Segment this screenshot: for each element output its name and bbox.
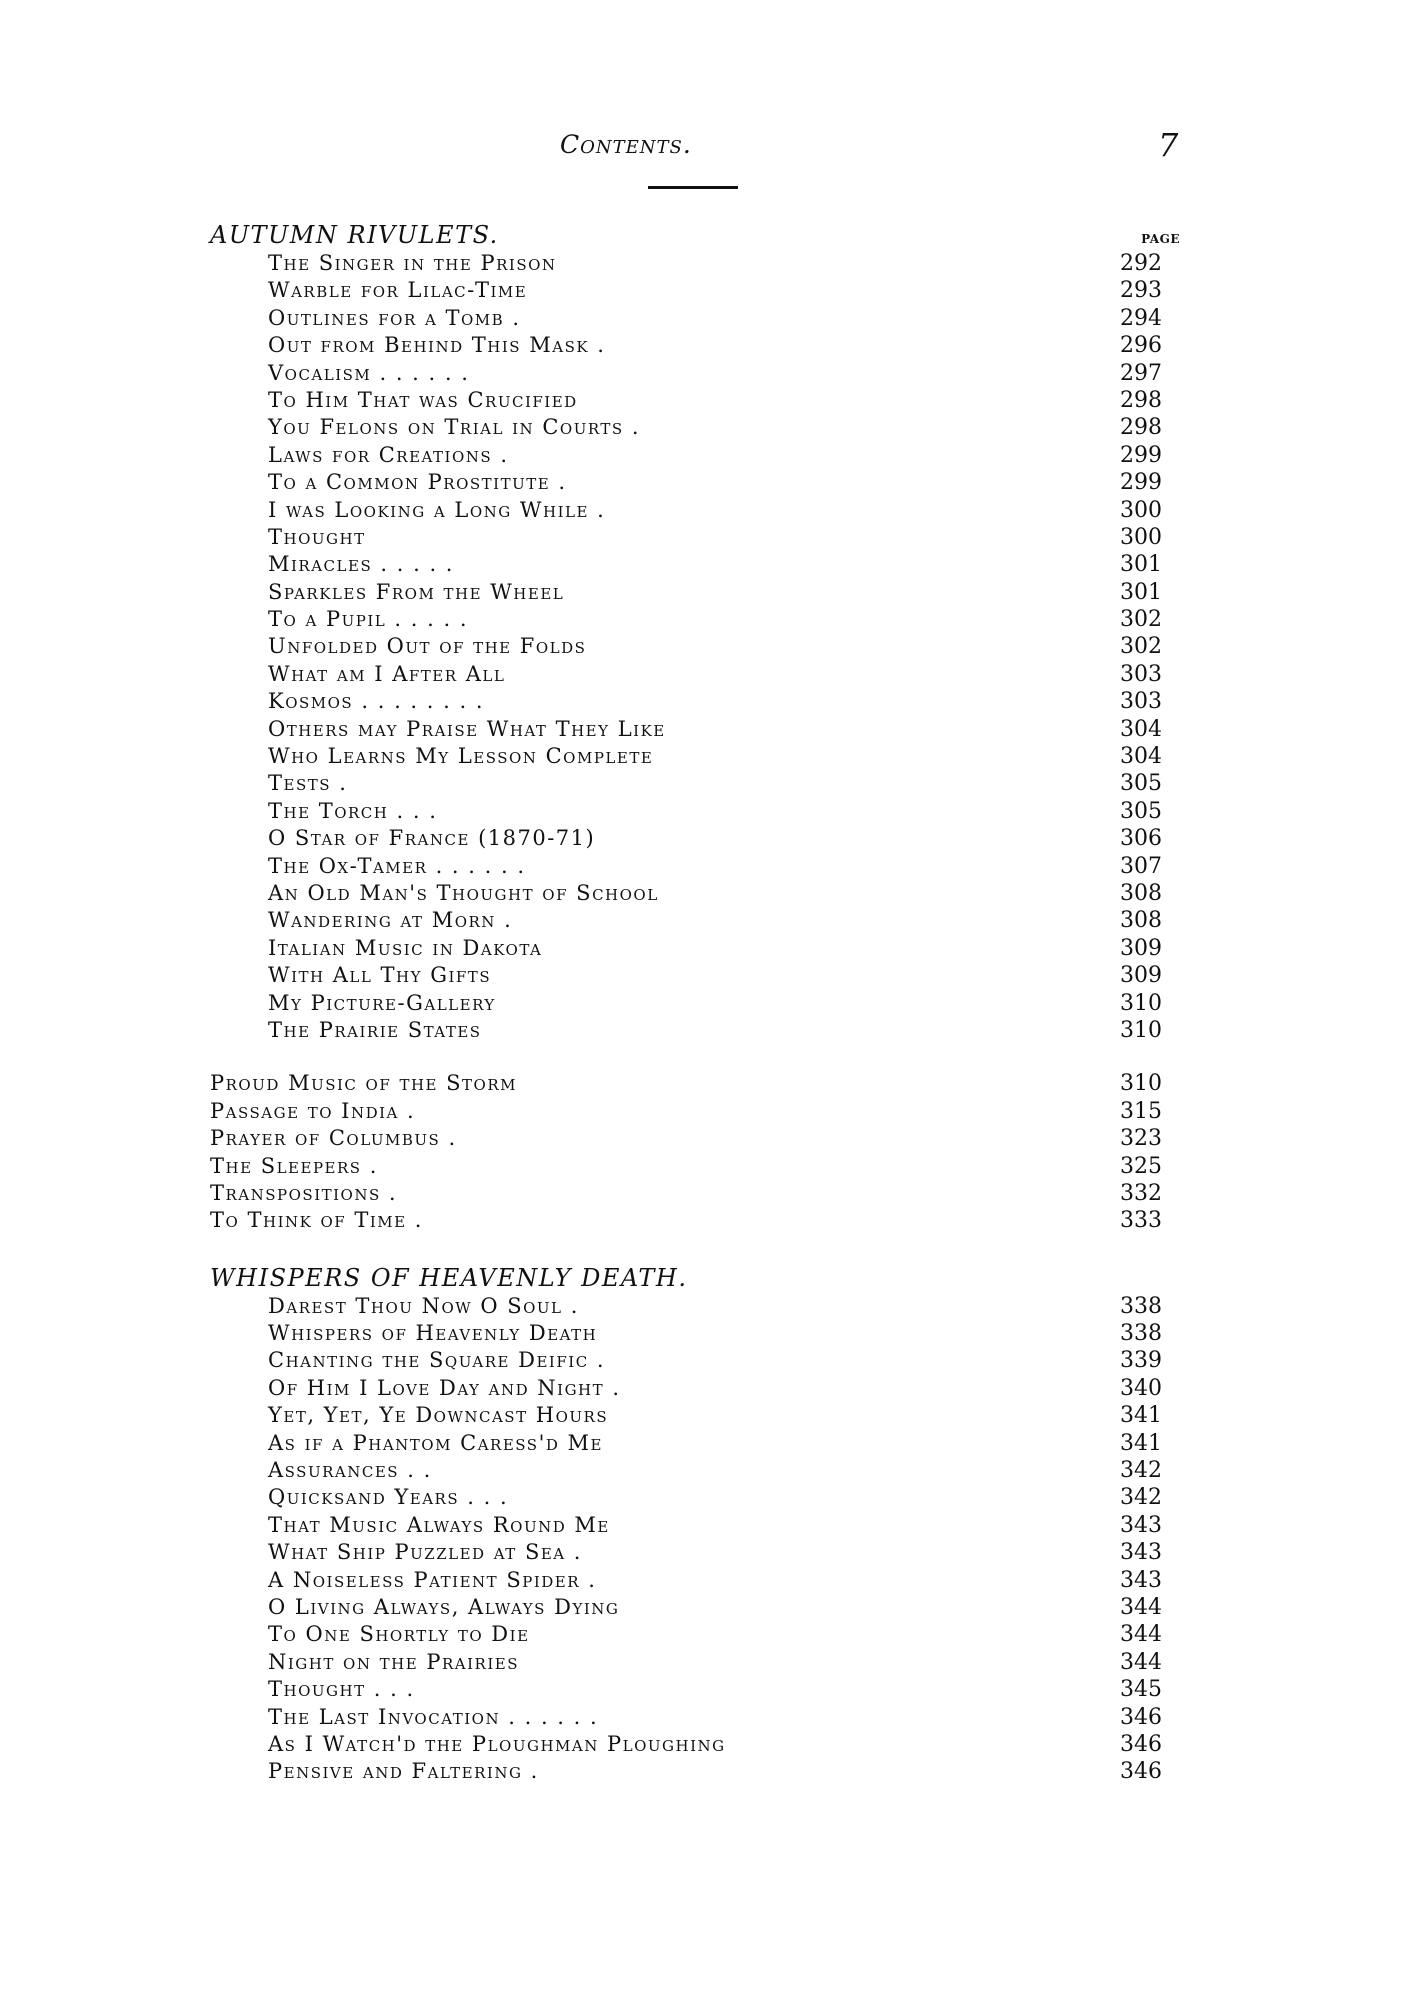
toc-entry-title: What am I After All: [268, 661, 506, 686]
toc-entry-page: 303: [1120, 689, 1162, 715]
toc-entry: [210, 1484, 1180, 1511]
toc-entry-page: 292: [1120, 251, 1162, 276]
toc-entry-title: Pensive and Faltering .: [268, 1759, 539, 1784]
toc-entry-page: 325: [1120, 1153, 1162, 1179]
toc-entry-title: Thought . . .: [268, 1677, 415, 1702]
toc-entry-title: Vocalism . . . . . .: [268, 360, 470, 385]
section-title-text: WHISPERS OF HEAVENLY DEATH.: [210, 1263, 688, 1292]
toc-entry-page: 341: [1120, 1430, 1162, 1456]
toc-entry: [210, 1207, 1180, 1234]
toc-entry: [210, 1293, 1180, 1320]
toc-entry-page: 309: [1120, 963, 1162, 989]
toc-entry-title: To a Pupil . . . . .: [268, 607, 468, 632]
toc-entry-page: 300: [1120, 497, 1162, 523]
toc-entry-page: 308: [1120, 880, 1162, 906]
toc-entry-page: 294: [1120, 305, 1162, 331]
toc-entry-page: 341: [1120, 1403, 1162, 1429]
toc-entry-page: 297: [1120, 360, 1162, 386]
toc-entry: [210, 1125, 1180, 1152]
toc-entry-page: 342: [1120, 1458, 1162, 1484]
toc-entry-title: The Sleepers .: [210, 1153, 378, 1178]
section-autumn-rivulets: [210, 220, 1180, 1044]
toc-entry-page: 303: [1120, 661, 1162, 687]
toc-entry: [210, 633, 1180, 660]
toc-entry: [210, 880, 1180, 907]
toc-entry: [210, 1180, 1180, 1207]
toc-entry-title: Prayer of Columbus .: [210, 1126, 457, 1151]
toc-entry-title: The Last Invocation . . . . . .: [268, 1704, 599, 1729]
toc-entry: [210, 524, 1180, 551]
toc-entry-title: Warble for Lilac-Time: [268, 278, 528, 303]
toc-entry-title: The Singer in the Prison: [268, 251, 557, 275]
toc-entry-title: O Star of France (1870-71): [268, 826, 596, 851]
toc-entry-page: 346: [1120, 1704, 1162, 1730]
toc-entry-title: My Picture-Gallery: [268, 990, 496, 1015]
toc-entry-page: 301: [1120, 579, 1162, 605]
toc-entry-title: An Old Man's Thought of School: [268, 880, 659, 905]
toc-entry-page: 304: [1120, 744, 1162, 770]
toc-entry: [210, 688, 1180, 715]
toc-entry: [210, 1649, 1180, 1676]
toc-entry: [210, 661, 1180, 688]
toc-entry-title: Assurances . .: [268, 1458, 432, 1483]
toc-entry-title: Outlines for a Tomb .: [268, 305, 521, 330]
toc-entry-title: What Ship Puzzled at Sea .: [268, 1540, 582, 1565]
toc-entry: [210, 1375, 1180, 1402]
toc-entry: [210, 1539, 1180, 1566]
toc-entry-page: 301: [1120, 552, 1162, 578]
running-head: Contents.: [560, 130, 692, 159]
toc-entry-title: To a Common Prostitute .: [268, 470, 567, 495]
toc-entry-title: Transpositions .: [210, 1180, 398, 1205]
toc-entry-page: 344: [1120, 1594, 1162, 1620]
toc-entry: [210, 1567, 1180, 1594]
toc-entry: [210, 770, 1180, 797]
toc-entry-page: 306: [1120, 826, 1162, 852]
toc-entry-page: 310: [1120, 1071, 1162, 1097]
toc-entry: [210, 853, 1180, 880]
toc-entry: [210, 250, 1180, 277]
toc-entry: [210, 1153, 1180, 1180]
toc-entry: [210, 825, 1180, 852]
toc-entry: [210, 1704, 1180, 1731]
toc-entry-title: Unfolded Out of the Folds: [268, 634, 587, 659]
section-entries: [210, 1070, 1180, 1234]
toc-entry: [210, 1430, 1180, 1457]
table-of-contents: [210, 220, 1180, 1786]
toc-entry-title: Wandering at Morn .: [268, 908, 513, 933]
toc-entry: [210, 990, 1180, 1017]
toc-entry: [210, 1098, 1180, 1125]
toc-entry-page: 296: [1120, 333, 1162, 359]
toc-entry-page: 343: [1120, 1512, 1162, 1538]
toc-entry: [210, 962, 1180, 989]
toc-entry-page: 340: [1120, 1375, 1162, 1401]
toc-entry: [210, 1731, 1180, 1758]
toc-entry: [210, 1347, 1180, 1374]
toc-entry-page: 339: [1120, 1348, 1162, 1374]
section-entries: [210, 1293, 1180, 1786]
toc-entry-title: The Ox-Tamer . . . . . .: [268, 853, 526, 878]
toc-entry-title: I was Looking a Long While .: [268, 497, 606, 522]
section-title: [210, 220, 1180, 250]
toc-entry-title: Darest Thou Now O Soul .: [268, 1293, 579, 1318]
toc-entry-page: 304: [1120, 716, 1162, 742]
toc-entry-title: Laws for Creations .: [268, 442, 509, 467]
toc-entry-title: Who Learns My Lesson Complete: [268, 744, 654, 769]
toc-entry: [210, 387, 1180, 414]
section-gap: [210, 1044, 1180, 1070]
toc-entry-page: 302: [1120, 607, 1162, 633]
toc-entry-title: Others may Praise What They Like: [268, 716, 666, 741]
toc-entry-page: 305: [1120, 798, 1162, 824]
toc-entry-page: 343: [1120, 1567, 1162, 1593]
page-number: 7: [1158, 126, 1179, 164]
toc-entry-title: With All Thy Gifts: [268, 963, 492, 988]
toc-entry-title: Quicksand Years . . .: [268, 1485, 509, 1510]
toc-entry: [210, 1320, 1180, 1347]
toc-entry: [210, 1621, 1180, 1648]
toc-entry-page: 307: [1120, 853, 1162, 879]
toc-entry-page: 333: [1120, 1208, 1162, 1234]
toc-entry-page: 338: [1120, 1293, 1162, 1319]
toc-entry-page: 344: [1120, 1622, 1162, 1648]
toc-entry-page: 332: [1120, 1180, 1162, 1206]
section-title-text: AUTUMN RIVULETS.: [210, 221, 499, 249]
toc-entry-page: 302: [1120, 634, 1162, 660]
toc-entry-title: Proud Music of the Storm: [210, 1071, 517, 1096]
toc-entry: [210, 1457, 1180, 1484]
toc-entry-page: 299: [1120, 470, 1162, 496]
toc-entry: [210, 305, 1180, 332]
toc-entry: [210, 1676, 1180, 1703]
page-column-label: PAGE: [1141, 232, 1180, 246]
toc-entry-title: Italian Music in Dakota: [268, 935, 543, 960]
section-gap: [210, 1235, 1180, 1263]
section-title: [210, 1263, 1180, 1293]
toc-entry-title: Miracles . . . . .: [268, 552, 454, 577]
toc-entry-title: Chanting the Square Deific .: [268, 1348, 606, 1373]
toc-entry-title: You Felons on Trial in Courts .: [268, 415, 641, 440]
toc-entry: [210, 1594, 1180, 1621]
toc-entry: [210, 469, 1180, 496]
toc-entry-page: 310: [1120, 1017, 1162, 1043]
toc-entry-page: 323: [1120, 1126, 1162, 1152]
header-rule: [648, 186, 738, 189]
toc-entry-page: 346: [1120, 1731, 1162, 1757]
toc-entry-page: 344: [1120, 1649, 1162, 1675]
toc-entry-page: 300: [1120, 524, 1162, 550]
toc-entry: [210, 1758, 1180, 1785]
toc-entry: [210, 277, 1180, 304]
toc-entry: [210, 1070, 1180, 1097]
toc-entry-page: 299: [1120, 442, 1162, 468]
toc-entry-page: 342: [1120, 1485, 1162, 1511]
toc-entry-title: The Torch . . .: [268, 798, 438, 823]
toc-entry: [210, 798, 1180, 825]
toc-entry: [210, 935, 1180, 962]
toc-entry: [210, 497, 1180, 524]
toc-entry: [210, 743, 1180, 770]
toc-entry: [210, 414, 1180, 441]
toc-entry-title: Passage to India .: [210, 1098, 416, 1123]
toc-entry: [210, 332, 1180, 359]
toc-entry-page: 345: [1120, 1677, 1162, 1703]
toc-entry-title: Whispers of Heavenly Death: [268, 1321, 598, 1346]
toc-entry: [210, 1512, 1180, 1539]
section-standalone-poems: [210, 1070, 1180, 1234]
toc-entry-page: 346: [1120, 1759, 1162, 1785]
toc-entry-title: As if a Phantom Caress'd Me: [268, 1430, 603, 1455]
toc-entry: [210, 442, 1180, 469]
toc-entry: [210, 1017, 1180, 1044]
toc-entry-title: Yet, Yet, Ye Downcast Hours: [268, 1403, 609, 1428]
toc-entry-title: To Think of Time .: [210, 1208, 423, 1233]
toc-entry-title: Kosmos . . . . . . . .: [268, 689, 484, 714]
section-whispers-of-heavenly-death: [210, 1263, 1180, 1786]
toc-entry-title: The Prairie States: [268, 1017, 482, 1042]
toc-entry-title: Of Him I Love Day and Night .: [268, 1375, 621, 1400]
toc-entry-page: 305: [1120, 771, 1162, 797]
toc-entry: [210, 1402, 1180, 1429]
toc-entry-title: Out from Behind This Mask .: [268, 333, 606, 358]
toc-entry: [210, 907, 1180, 934]
toc-entry-title: As I Watch'd the Ploughman Ploughing: [268, 1731, 726, 1756]
toc-entry-page: 315: [1120, 1098, 1162, 1124]
toc-entry-page: 338: [1120, 1321, 1162, 1347]
toc-entry: [210, 606, 1180, 633]
toc-entry: [210, 551, 1180, 578]
toc-entry-title: A Noiseless Patient Spider .: [268, 1567, 597, 1592]
toc-entry-page: 298: [1120, 387, 1162, 413]
toc-entry-title: To One Shortly to Die: [268, 1622, 530, 1647]
toc-entry-title: That Music Always Round Me: [268, 1512, 610, 1537]
toc-entry: [210, 716, 1180, 743]
toc-entry-title: Thought: [268, 524, 366, 549]
toc-entry: [210, 360, 1180, 387]
toc-entry-page: 343: [1120, 1540, 1162, 1566]
toc-entry-page: 309: [1120, 935, 1162, 961]
toc-entry-title: Tests .: [268, 771, 348, 796]
toc-entry-title: O Living Always, Always Dying: [268, 1594, 620, 1619]
toc-entry-title: Night on the Prairies: [268, 1649, 519, 1674]
toc-entry-page: 293: [1120, 278, 1162, 304]
section-entries: [210, 250, 1180, 1044]
toc-entry: [210, 579, 1180, 606]
toc-entry-title: To Him That was Crucified: [268, 387, 578, 412]
toc-entry-page: 310: [1120, 990, 1162, 1016]
toc-entry-page: 298: [1120, 415, 1162, 441]
toc-entry-page: 308: [1120, 908, 1162, 934]
toc-entry-title: Sparkles From the Wheel: [268, 579, 565, 604]
